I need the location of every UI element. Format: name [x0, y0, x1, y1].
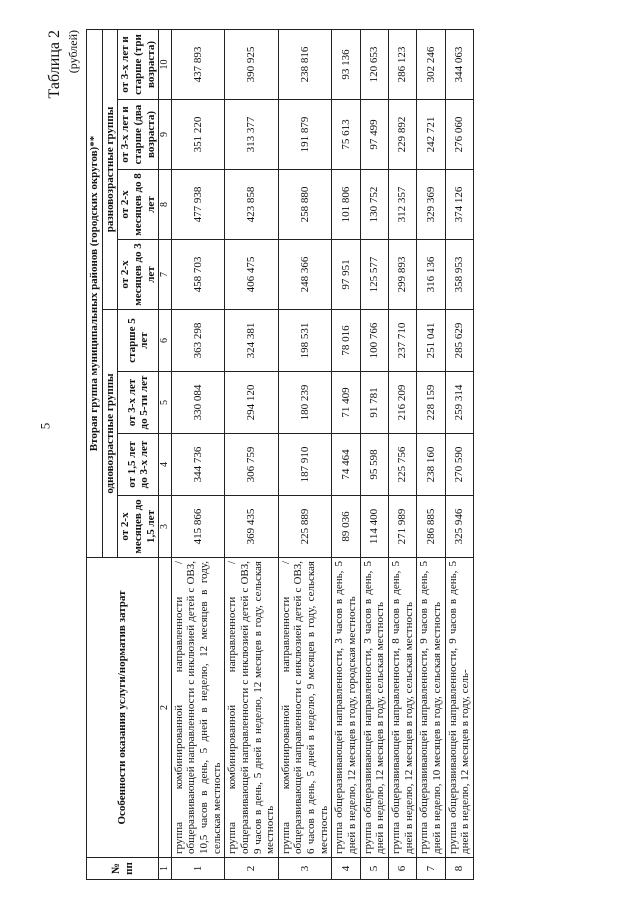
row-value: 316 136: [417, 240, 445, 310]
row-number: 1: [171, 858, 225, 880]
row-value: 101 806: [332, 170, 360, 240]
header-sub: от 3-х лет до 5-ти лет: [118, 372, 159, 434]
row-value: 248 366: [278, 240, 332, 310]
row-number: 5: [360, 858, 388, 880]
row-value: 238 160: [417, 434, 445, 496]
row-description: группа комбинированной направленности / общеразвивающей направленности с инклюзией детей с ОВЗ, 6 часов в день, 5 дней в неделю, 9 месяцев в году, сельская местность: [278, 558, 332, 858]
row-value: 313 377: [225, 100, 279, 170]
row-value: 324 381: [225, 310, 279, 372]
row-description: группа комбинированной направленности / общеразвивающей направленности с инклюзией детей с ОВЗ, 10,5 часов в день, 5 дней в неделю, 12 месяцев в году, сельская местность: [171, 558, 225, 858]
row-value: 258 880: [278, 170, 332, 240]
row-value: 125 577: [360, 240, 388, 310]
row-description: группа общеразвивающей направленности, 8 часов в день, 5 дней в неделю, 12 месяцев в году, сельская местность: [388, 558, 416, 858]
row-value: 390 925: [225, 29, 279, 99]
row-value: 285 629: [445, 310, 473, 372]
header-sub: старше 5 лет: [118, 310, 159, 372]
table-row: [171, 29, 225, 879]
row-value: 363 298: [171, 310, 225, 372]
row-value: 437 893: [171, 29, 225, 99]
column-number: 10: [159, 29, 172, 99]
row-value: 306 759: [225, 434, 279, 496]
row-value: 423 858: [225, 170, 279, 240]
row-value: 276 060: [445, 100, 473, 170]
column-number: 7: [159, 240, 172, 310]
row-value: 369 435: [225, 496, 279, 558]
row-description: группа общеразвивающей направленности, 3 часов в день, 5 дней в неделю, 12 месяцев в году, городская местность: [332, 558, 360, 858]
row-value: 330 084: [171, 372, 225, 434]
table-row: [278, 29, 332, 879]
table-row: [417, 29, 445, 879]
row-value: 477 938: [171, 170, 225, 240]
header-single-age: одновозрастные группы: [102, 310, 118, 558]
row-number: 2: [225, 858, 279, 880]
row-value: 242 721: [417, 100, 445, 170]
column-number: 8: [159, 170, 172, 240]
table-row: [388, 29, 416, 879]
header-sub: от 2-х месяцев до 1,5 лет: [118, 496, 159, 558]
row-value: 302 246: [417, 29, 445, 99]
header-sub: от 3-х лет и старше (три возраста): [118, 29, 159, 99]
row-value: 78 016: [332, 310, 360, 372]
row-value: 95 598: [360, 434, 388, 496]
header-col-no: № пп: [87, 858, 159, 880]
row-value: 97 499: [360, 100, 388, 170]
row-value: 225 756: [388, 434, 416, 496]
row-description: группа комбинированной направленности / общеразвивающей направленности с инклюзией детей с ОВЗ, 9 часов в день, 5 дней в неделю, 12 месяцев в году, сельская местность: [225, 558, 279, 858]
table-row: [445, 29, 473, 879]
row-number: 4: [332, 858, 360, 880]
row-number: 7: [417, 858, 445, 880]
column-number-row: [159, 29, 172, 879]
row-value: 344 736: [171, 434, 225, 496]
row-number: 3: [278, 858, 332, 880]
cost-norm-table: [86, 29, 474, 880]
table-row: [360, 29, 388, 879]
row-value: 114 400: [360, 496, 388, 558]
header-sub: от 2-х месяцев до 3 лет: [118, 240, 159, 310]
header-sub: от 1,5 лет до 3-х лет: [118, 434, 159, 496]
row-value: 229 892: [388, 100, 416, 170]
header-sub: от 2-х месяцев до 8 лет: [118, 170, 159, 240]
row-value: 344 063: [445, 29, 473, 99]
row-value: 91 781: [360, 372, 388, 434]
header-group: Вторая группа муниципальных районов (городских округов)**: [87, 29, 103, 557]
column-number: 2: [159, 558, 172, 858]
row-value: 191 879: [278, 100, 332, 170]
column-number: 5: [159, 372, 172, 434]
row-description: группа общеразвивающей направленности, 9 часов в день, 5 дней в неделю, 12 месяцев в году, сель-: [445, 558, 473, 858]
row-value: 93 136: [332, 29, 360, 99]
table-unit: (рублей): [66, 30, 80, 74]
row-value: 351 220: [171, 100, 225, 170]
row-description: группа общеразвивающей направленности, 3 часов в день, 5 дней в неделю, 12 месяцев в году, сельская местность: [360, 558, 388, 858]
row-number: 8: [445, 858, 473, 880]
row-value: 180 239: [278, 372, 332, 434]
column-number: 1: [159, 858, 172, 880]
row-description: группа общеразвивающей направленности, 9 часов в день, 5 дней в неделю, 10 месяцев в году, сельская местность: [417, 558, 445, 858]
row-value: 187 910: [278, 434, 332, 496]
row-value: 74 464: [332, 434, 360, 496]
row-value: 358 953: [445, 240, 473, 310]
row-value: 374 126: [445, 170, 473, 240]
row-value: 97 951: [332, 240, 360, 310]
row-value: 271 989: [388, 496, 416, 558]
row-value: 120 653: [360, 29, 388, 99]
row-value: 329 369: [417, 170, 445, 240]
row-value: 100 766: [360, 310, 388, 372]
row-value: 286 885: [417, 496, 445, 558]
row-value: 312 357: [388, 170, 416, 240]
row-value: 228 159: [417, 372, 445, 434]
row-value: 458 703: [171, 240, 225, 310]
row-value: 216 209: [388, 372, 416, 434]
rotated-page-content: [40, 30, 600, 880]
row-number: 6: [388, 858, 416, 880]
row-value: 299 893: [388, 240, 416, 310]
row-value: 130 752: [360, 170, 388, 240]
row-value: 75 613: [332, 100, 360, 170]
column-number: 9: [159, 100, 172, 170]
table-row: [225, 29, 279, 879]
row-value: 259 314: [445, 372, 473, 434]
row-value: 415 866: [171, 496, 225, 558]
row-value: 238 816: [278, 29, 332, 99]
table-row: [332, 29, 360, 879]
row-value: 251 041: [417, 310, 445, 372]
column-number: 6: [159, 310, 172, 372]
header-sub: от 3-х лет и старше (два возраста): [118, 100, 159, 170]
row-value: 406 475: [225, 240, 279, 310]
page-number: 5: [37, 422, 53, 430]
column-number: 4: [159, 434, 172, 496]
row-value: 225 889: [278, 496, 332, 558]
row-value: 270 590: [445, 434, 473, 496]
row-value: 198 531: [278, 310, 332, 372]
row-value: 89 036: [332, 496, 360, 558]
row-value: 294 120: [225, 372, 279, 434]
row-value: 237 710: [388, 310, 416, 372]
table-caption: Таблица 2: [46, 30, 63, 99]
row-value: 286 123: [388, 29, 416, 99]
row-value: 325 946: [445, 496, 473, 558]
header-mixed-age: разновозрастные группы: [102, 29, 118, 309]
header-col-feature: Особенности оказания услуги/норматив затрат: [87, 558, 159, 858]
column-number: 3: [159, 496, 172, 558]
row-value: 71 409: [332, 372, 360, 434]
